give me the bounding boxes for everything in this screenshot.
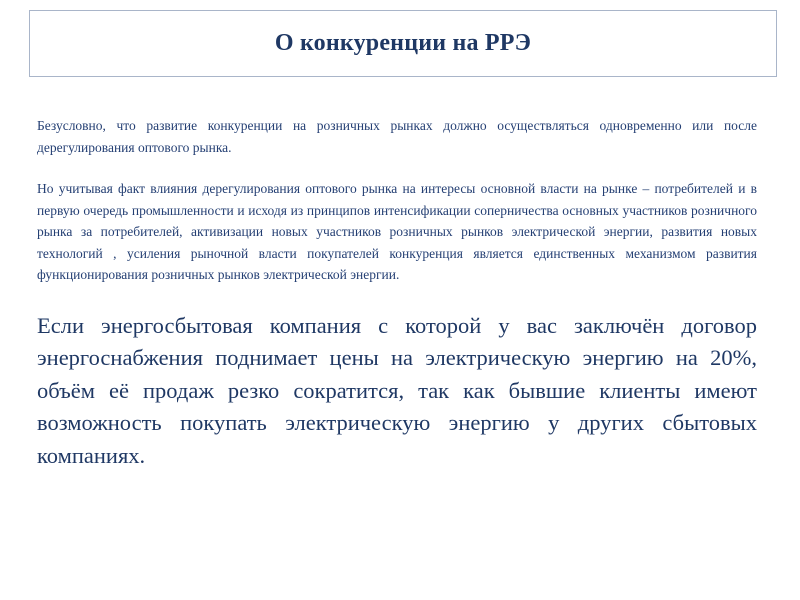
slide-title: О конкуренции на РРЭ [274, 30, 532, 56]
paragraph-details: Но учитывая факт влияния дерегулирования оптового рынка на интересы основной власти на рынке – потребителей и в первую очередь промышленности и исходя из принципов интенсификации соперничества основных участников розничного рынка за потребителей, активизации новых участников розничных рынков электрической энергии, развития новых технологий , усиления рыночной власти покупателей конкуренция является единственных механизмом развития функционирования розничных рынков электрической энергии. [37, 181, 757, 282]
paragraph-intro: Безусловно, что развитие конкуренции на розничных рынках должно осуществляться одновременно или после дерегулирования оптового рынка. [37, 118, 757, 155]
slide-content [37, 115, 757, 472]
title-box [29, 10, 777, 77]
paragraph-example: Если энергосбытовая компания с которой у вас заключён договор энергоснабжения поднимает цены на электрическую энергию на 20%, объём её продаж резко сократится, так как бывшие клиенты имеют возможность покупать электрическую энергию у других сбытовых компаниях. [37, 312, 757, 468]
